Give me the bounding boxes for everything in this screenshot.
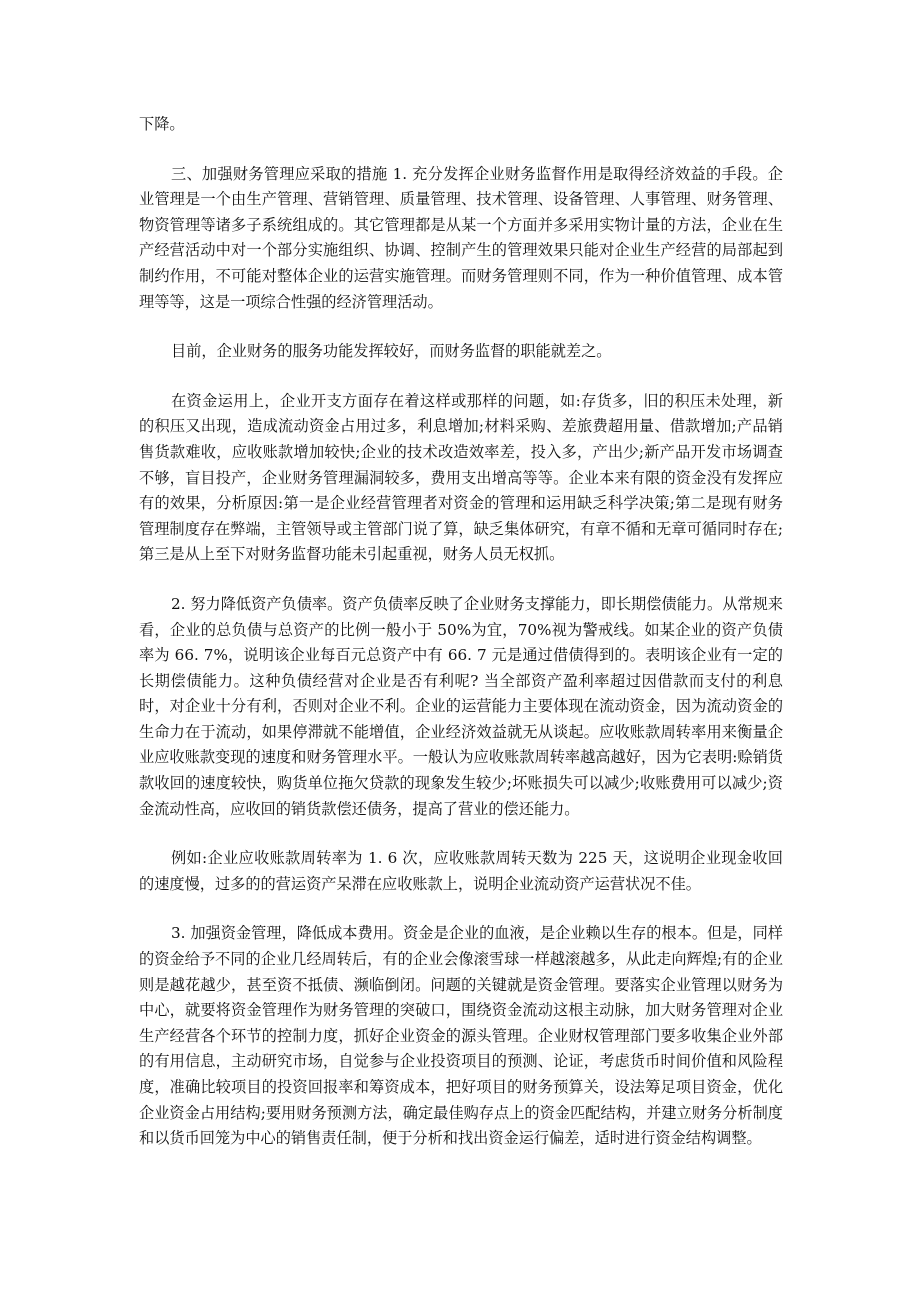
paragraph-current-status: 目前，企业财务的服务功能发挥较好，而财务监督的职能就差之。 (171, 342, 612, 361)
paragraph-section-three: 三、加强财务管理应采取的措施 1. 充分发挥企业财务监督作用是取得经济效益的手段。企业管理是一个由生产管理、营销管理、质量管理、技术管理、设备管理、人事管理、财务管理、物资管理等诸多子系统组成的。其它管理都是从某一个方面并多采用实物计量的方法，企业在生产经营活动中对一个部分实施组织、协调、控制产生的管理效果只能对企业生产经营的局部起到制约作用，不可能对整体企业的运营实施管理。而财务管理则不同，作为一种价值管理、成本管理等等，这是一项综合性强的经济管理活动。 (139, 164, 783, 311)
paragraph-fund-management: 3. 加强资金管理，降低成本费用。资金是企业的血液，是企业赖以生存的根本。但是，同样的资金给予不同的企业几经周转后，有的企业会像滚雪球一样越滚越多，从此走向辉煌;有的企业则是越花越少，甚至资不抵债、濒临倒闭。问题的关键就是资金管理。要落实企业管理以财务为中心，就要将资金管理作为财务管理的突破口，围绕资金流动这根主动脉，加大财务管理对企业生产经营各个环节的控制力度，抓好企业资金的源头管理。企业财权管理部门要多收集企业外部的有用信息，主动研究市场，自觉参与企业投资项目的预测、论证，考虑货币时间价值和风险程度，准确比较项目的投资回报率和筹资成本，把好项目的财务预算关，设法筹足项目资金，优化企业资金占用结构;要用财务预测方法，确定最佳购存点上的资金匹配结构，并建立财务分析制度和以货币回笼为中心的销售责任制，便于分析和找出资金运行偏差，适时进行资金结构调整。 (139, 924, 783, 1148)
document-page (139, 112, 783, 1152)
paragraph-debt-ratio: 2. 努力降低资产负债率。资产负债率反映了企业财务支撑能力，即长期偿债能力。从常规来看，企业的总负债与总资产的比例一般小于 50%为宜，70%视为警戒线。如某企业的资产负债率为 66. 7%，说明该企业每百元总资产中有 66. 7 元是通过借债得到的。表明该企业有一定的长期偿债能力。这种负债经营对企业是否有利呢? 当全部资产盈利率超过因借款而支付的利息时，对企业十分有利，否则对企业不利。企业的运营能力主要体现在流动资金，因为流动资金的生命力在于流动，如果停滞就不能增值，企业经济效益就无从谈起。应收账款周转率用来衡量企业应收账款变现的速度和财务管理水平。一般认为应收账款周转率越高越好，因为它表明:赊销货款收回的速度较快，购货单位拖欠贷款的现象发生较少;坏账损失可以减少;收账费用可以减少;资金流动性高，应收回的销货款偿还债务，提高了营业的偿还能力。 (139, 594, 783, 818)
paragraph-example: 例如:企业应收账款周转率为 1. 6 次，应收账款周转天数为 225 天，这说明企业现金收回的速度慢，过多的的营运资产呆滞在应收账款上，说明企业流动资产运营状况不佳。 (139, 849, 783, 893)
paragraph-fund-usage: 在资金运用上，企业开支方面存在着这样或那样的问题，如:存货多，旧的积压未处理，新的积压又出现，造成流动资金占用过多，利息增加;材料采购、差旅费超用量、借款增加;产品销售货款难收，应收账款增加较快;企业的技术改造效率差，投入多，产出少;新产品开发市场调查不够，盲目投产，企业财务管理漏洞较多，费用支出增高等等。企业本来有限的资金没有发挥应有的效果，分析原因:第一是企业经营管理者对资金的管理和运用缺乏科学决策;第二是现有财务管理制度存在弊端，主管领导或主管部门说了算，缺乏集体研究，有章不循和无章可循同时存在;第三是从上至下对财务监督功能未引起重视，财务人员无权抓。 (139, 391, 783, 564)
paragraph-continuation: 下降。 (139, 115, 185, 133)
